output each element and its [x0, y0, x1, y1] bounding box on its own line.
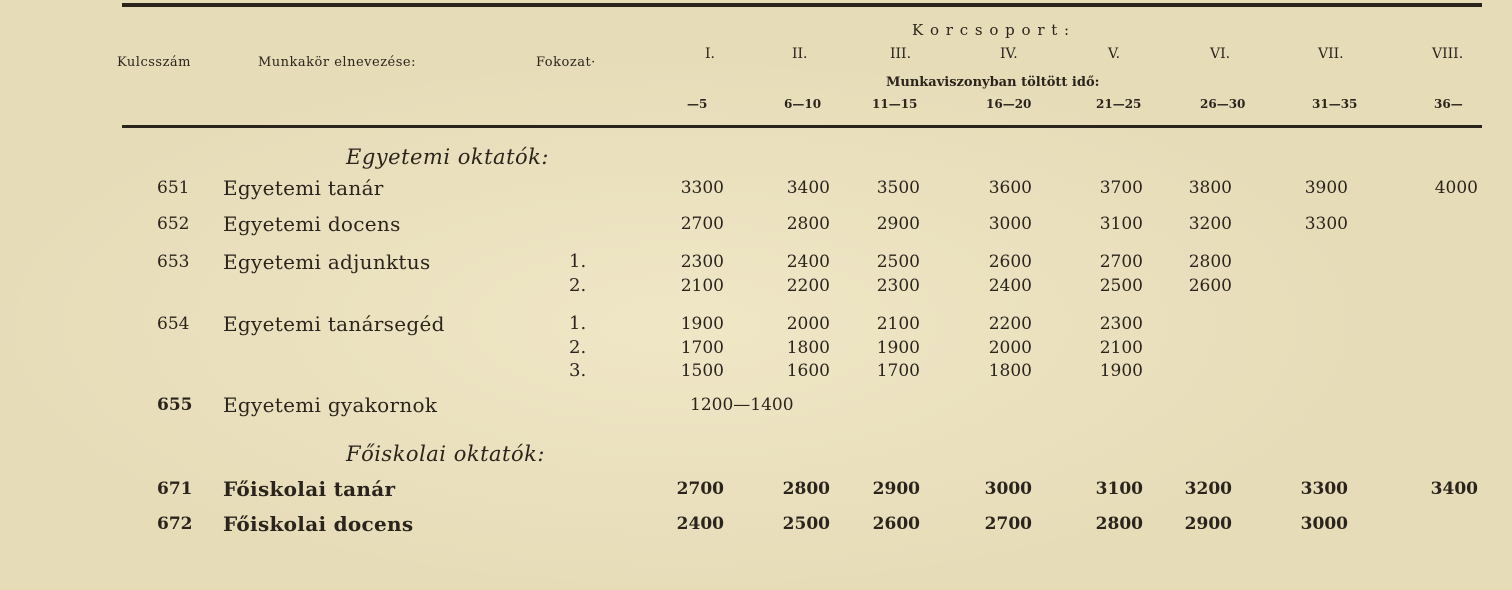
salary-cell: 2300 — [680, 252, 724, 272]
title-header: Munkakör elnevezése: — [258, 55, 416, 70]
range-V: 21—25 — [1096, 97, 1142, 111]
salary-cell: 2600 — [1188, 276, 1232, 296]
salary-cell: 2700 — [676, 479, 724, 499]
salary-cell: 3000 — [988, 214, 1032, 234]
salary-cell: 3300 — [1300, 479, 1348, 499]
salary-cell: 3900 — [1304, 178, 1348, 198]
salary-cell: 2200 — [786, 276, 830, 296]
range-IV: 16—20 — [986, 97, 1032, 111]
salary-cell: 3700 — [1099, 178, 1143, 198]
salary-cell: 3500 — [876, 178, 920, 198]
salary-cell: 2700 — [1099, 252, 1143, 272]
row-code: 655 — [157, 395, 193, 415]
salary-cell: 2000 — [786, 314, 830, 334]
salary-cell: 2800 — [782, 479, 830, 499]
range-III: 11—15 — [872, 97, 918, 111]
salary-cell: 2900 — [876, 214, 920, 234]
salary-cell: 2800 — [1188, 252, 1232, 272]
age-group-header: K o r c s o p o r t : — [912, 21, 1071, 39]
salary-cell: 2400 — [676, 514, 724, 534]
code-header: Kulcsszám — [117, 55, 192, 70]
salary-cell: 2400 — [786, 252, 830, 272]
salary-range-cell: 1200—1400 — [690, 395, 794, 415]
salary-cell: 3000 — [984, 479, 1032, 499]
row-title: Főiskolai docens — [223, 512, 414, 536]
salary-cell: 2100 — [680, 276, 724, 296]
salary-cell: 3400 — [786, 178, 830, 198]
row-code: 652 — [157, 214, 190, 234]
salary-cell: 1900 — [680, 314, 724, 334]
salary-cell: 1500 — [680, 361, 724, 381]
salary-cell: 3100 — [1095, 479, 1143, 499]
top-rule — [122, 3, 1482, 7]
header-rule — [122, 125, 1482, 128]
salary-cell: 2500 — [1099, 276, 1143, 296]
salary-cell: 1600 — [786, 361, 830, 381]
salary-cell: 3300 — [1304, 214, 1348, 234]
salary-cell: 3100 — [1099, 214, 1143, 234]
salary-cell: 2100 — [876, 314, 920, 334]
salary-cell: 2200 — [988, 314, 1032, 334]
section-title-university: Egyetemi oktatók: — [346, 145, 549, 169]
employment-header: Munkaviszonyban töltött idő: — [886, 75, 1100, 90]
salary-cell: 1700 — [680, 338, 724, 358]
row-code: 671 — [157, 479, 193, 499]
range-VI: 26—30 — [1200, 97, 1246, 111]
group-I: I. — [705, 46, 715, 62]
salary-cell: 2400 — [988, 276, 1032, 296]
row-title: Egyetemi adjunktus — [223, 250, 431, 274]
group-VIII: VIII. — [1432, 46, 1464, 62]
salary-cell: 2100 — [1099, 338, 1143, 358]
row-title: Egyetemi docens — [223, 212, 401, 236]
salary-cell: 3400 — [1430, 479, 1478, 499]
row-code: 651 — [157, 178, 190, 198]
salary-cell: 1800 — [786, 338, 830, 358]
salary-cell: 4000 — [1434, 178, 1478, 198]
group-IV: IV. — [1000, 46, 1018, 62]
group-VI: VI. — [1210, 46, 1231, 62]
salary-cell: 2700 — [680, 214, 724, 234]
row-title: Egyetemi tanársegéd — [223, 312, 445, 336]
group-II: II. — [792, 46, 808, 62]
section-title-college: Főiskolai oktatók: — [346, 442, 545, 466]
salary-cell: 2900 — [872, 479, 920, 499]
salary-cell: 3200 — [1184, 479, 1232, 499]
salary-cell: 3600 — [988, 178, 1032, 198]
range-II: 6—10 — [784, 97, 822, 111]
salary-cell: 2500 — [782, 514, 830, 534]
range-VII: 31—35 — [1312, 97, 1358, 111]
row-title: Egyetemi gyakornok — [223, 393, 438, 417]
salary-cell: 2900 — [1184, 514, 1232, 534]
salary-cell: 3000 — [1300, 514, 1348, 534]
salary-cell: 1700 — [876, 361, 920, 381]
group-III: III. — [890, 46, 912, 62]
salary-cell: 2500 — [876, 252, 920, 272]
row-grade: 2. — [569, 337, 587, 358]
salary-cell: 2300 — [876, 276, 920, 296]
row-grade: 1. — [569, 313, 587, 334]
salary-cell: 3800 — [1188, 178, 1232, 198]
salary-cell: 2700 — [984, 514, 1032, 534]
range-VIII: 36— — [1434, 97, 1463, 111]
salary-cell: 2800 — [1095, 514, 1143, 534]
row-code: 654 — [157, 314, 190, 334]
salary-cell: 1800 — [988, 361, 1032, 381]
grade-header: Fokozat· — [536, 55, 596, 70]
group-V: V. — [1108, 46, 1121, 62]
salary-cell: 1900 — [1099, 361, 1143, 381]
salary-cell: 2600 — [872, 514, 920, 534]
row-grade: 3. — [569, 360, 587, 381]
row-title: Főiskolai tanár — [223, 477, 396, 501]
salary-cell: 2300 — [1099, 314, 1143, 334]
salary-cell: 3300 — [680, 178, 724, 198]
salary-cell: 2600 — [988, 252, 1032, 272]
salary-cell: 1900 — [876, 338, 920, 358]
row-code: 672 — [157, 514, 193, 534]
salary-cell: 2800 — [786, 214, 830, 234]
row-code: 653 — [157, 252, 190, 272]
salary-cell: 2000 — [988, 338, 1032, 358]
salary-cell: 3200 — [1188, 214, 1232, 234]
row-grade: 2. — [569, 275, 587, 296]
group-VII: VII. — [1318, 46, 1344, 62]
row-grade: 1. — [569, 251, 587, 272]
range-I: —5 — [687, 97, 708, 111]
row-title: Egyetemi tanár — [223, 176, 384, 200]
